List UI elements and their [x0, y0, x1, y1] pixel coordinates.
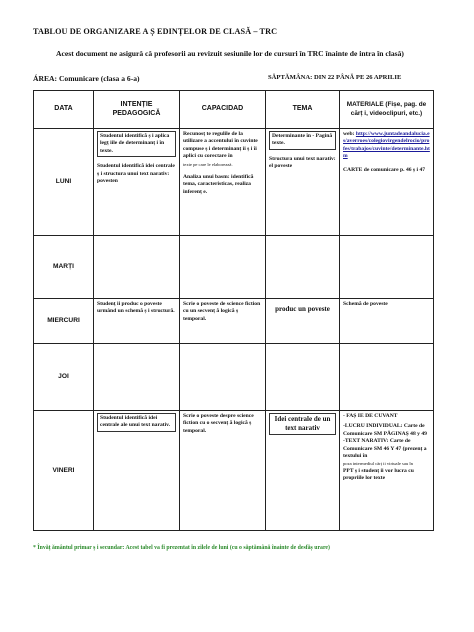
day-miercuri: MIERCURI — [34, 299, 94, 344]
miercuri-materiale: Schemă de poveste — [340, 299, 434, 344]
marti-capacidad-cell — [180, 236, 266, 299]
vineri-materiale-cell — [340, 411, 434, 531]
document-title: TABLOU DE ORGANIZARE A Ș EDINȚELOR DE CLASĂ – TRC — [33, 27, 278, 36]
joi-tema-cell — [266, 344, 340, 411]
luni-materiale-carte: CARTE de comunicare p. 46 ș i 47 — [343, 166, 426, 173]
marti-materiale-cell — [340, 236, 434, 299]
web-label: web: — [343, 131, 355, 137]
luni-tema-2: Structura unui text narativ: el poveste — [269, 155, 336, 170]
area-label: ÁREA: Comunicare (clasa a 6-a) — [33, 74, 140, 83]
materiale-link[interactable]: http://www.juntadeandalucia.es/averroes/colegiovirgendelrocio/profes/trabajos/cuvinte/determinante.htm — [343, 131, 430, 160]
vineri-mat-3: -TEXT NARATIV: Carte de Comunicare SM 46 Y 47 (prezenț a textului în — [343, 438, 427, 460]
vineri-tema-cell — [266, 411, 340, 531]
column-header-capacidad: CAPACIDAD — [180, 91, 266, 129]
column-header-tema: TEMA — [266, 91, 340, 129]
joi-intentie-cell — [94, 344, 180, 411]
day-marti: MARȚI — [34, 236, 94, 299]
vineri-tema: Idei centrale de un text narativ — [269, 413, 336, 435]
table-row-marti — [34, 236, 434, 299]
week-label: SĂPTĂMÂNA: DIN 22 PÂNĂ PE 26 APRILIE — [268, 74, 402, 81]
column-header-intentie: INTENȚIE PEDAGOGICĂ — [94, 91, 180, 129]
luni-tema-1: Determinante în - Pagină texte. — [269, 131, 336, 150]
table-row-joi — [34, 344, 434, 411]
table-header-row — [34, 91, 434, 129]
joi-materiale-cell — [340, 344, 434, 411]
luni-materiale-web — [343, 131, 430, 161]
miercuri-tema-cell — [266, 299, 340, 344]
footer-note: * Învăț ământul primar ș i secundar: Acest tabel va fi prezentat în zilele de luni (cu o săptămână înainte de desfăș urare) — [33, 545, 330, 551]
marti-tema-cell — [266, 236, 340, 299]
vineri-intentie-cell — [94, 411, 180, 531]
luni-capacidad-2: Analiza unui basm: identifică tema, caracteristicas, realiza inferenț e. — [183, 174, 254, 195]
marti-intentie-cell — [94, 236, 180, 299]
table-row-miercuri — [34, 299, 434, 344]
joi-capacidad-cell — [180, 344, 266, 411]
planning-table — [33, 90, 434, 531]
vineri-mat-1: - FAȘ IE DE CUVANT — [343, 413, 398, 419]
luni-tema-cell — [266, 129, 340, 236]
vineri-intentie: Studentul identifică idei centrale ale unui text narativ. — [97, 413, 176, 432]
miercuri-tema: produc un poveste — [275, 305, 330, 313]
vineri-mat-3-small: poza intermediul cărț ii virtuale sau în — [343, 461, 413, 467]
miercuri-intentie: Studenț ii produc o poveste urmând un schemă ș i structură. — [94, 299, 180, 344]
day-vineri: VINERI — [34, 411, 94, 531]
vineri-mat-2: -LUCRU INDIVIDUAL: Carte de Comunicare SM PĂGINAȘ 48 y 49 — [343, 423, 427, 437]
luni-materiale-cell — [340, 129, 434, 236]
luni-capacidad-1-small: texte pe care le elaborează. — [183, 161, 233, 167]
luni-intentie-cell — [94, 129, 180, 236]
luni-intentie-1: Studentul identifică ș i aplica legț iile de determinanț i în texte. — [97, 131, 176, 157]
column-header-data: DATA — [34, 91, 94, 129]
table-row-vineri — [34, 411, 434, 531]
column-header-materiale: MATERIALE (Fișe, pag. de cărț i, videoclipuri, etc.) — [340, 91, 434, 129]
day-joi: JOI — [34, 344, 94, 411]
document-intro: Acest document ne asigură că profesorii au revizuit sesiunile lor de cursuri în TRC înainte de intra în clasă) — [56, 49, 404, 58]
luni-capacidad-cell — [180, 129, 266, 236]
vineri-mat-4: PPT ș i studenț ii vor lucra cu propriile lor texte — [343, 467, 414, 482]
day-luni: LUNI — [34, 129, 94, 236]
luni-intentie-2: Studentul identifică idei centrale ș i structura unui text narativ: povesten — [97, 163, 175, 185]
vineri-capacidad: Scrie o poveste despre science fiction cu o secvenț ă logică ș temporal. — [180, 411, 266, 531]
luni-capacidad-1: Recunosț te regulile de la utilizare a accentului în cuvinte compuse ș i determinanț ii ș i îi aplici cu corectare în — [183, 131, 258, 160]
miercuri-capacidad: Scrie o poveste de science fiction cu un secvenț ă logică ș temporal. — [180, 299, 266, 344]
table-row-luni — [34, 129, 434, 236]
